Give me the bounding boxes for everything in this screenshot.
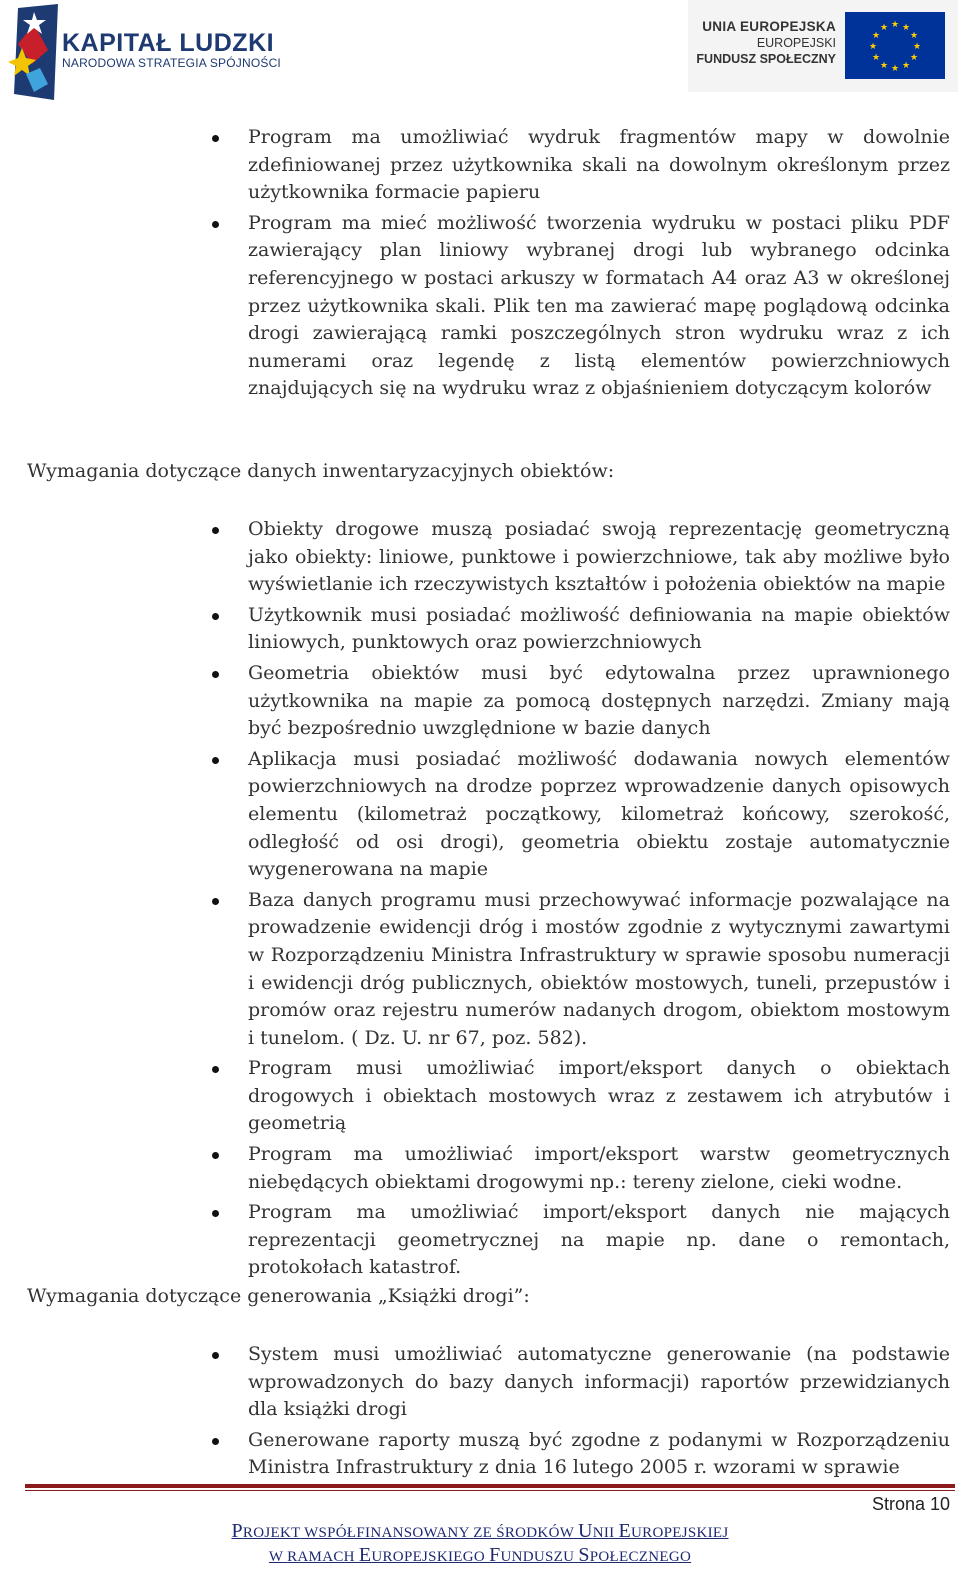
svg-text:★: ★ [909, 53, 919, 63]
eu-line2: EUROPEJSKI [756, 36, 836, 50]
svg-text:★: ★ [879, 23, 889, 33]
inventory-requirements-list [200, 516, 950, 1285]
footer-fund-line: W RAMACH EUROPEJSKIEGO FUNDUSZU SPOŁECZNEGO [268, 1544, 692, 1566]
list-item: System musi umożliwiać automatyczne generowanie (na podstawie wprowadzonych do bazy danych informacji) raportów przewidzianych dla książki drogi [200, 1341, 950, 1424]
svg-text:★: ★ [909, 31, 919, 41]
list-item: Baza danych programu musi przechowywać informacje pozwalające na prowadzenie ewidencji dróg i mostów zgodnie z wytycznymi zawartymi w Rozporządzeniu Ministra Infrastruktury w sprawie sposobu numeracji i ewidencji dróg publicznych, obiektów mostowych, tuneli, przepustów i promów oraz rejestru numerów nadanych drogom, obiektom mostowym i tunelom. ( Dz. U. nr 67, poz. 582). [200, 887, 950, 1053]
svg-text:★: ★ [879, 61, 889, 71]
list-item: Program ma umożliwiać import/eksport warstw geometrycznych niebędących obiektami drogowymi np.: tereny zielone, cieki wodne. [200, 1141, 950, 1196]
list-item: Program ma umożliwiać wydruk fragmentów mapy w dowolnie zdefiniowanej przez użytkownika skali na dowolnym określonym przez użytkownika formacie papieru [200, 124, 950, 207]
svg-text:★: ★ [901, 23, 911, 33]
list-item: Obiekty drogowe muszą posiadać swoją reprezentację geometryczną jako obiekty: liniowe, punktowe i powierzchniowe, tak aby możliwe było wyświetlanie ich rzeczywistych kształtów i położenia obiektów na mapie [200, 516, 950, 599]
kapital-ludzki-logo-icon [4, 4, 64, 100]
eu-wordmark [696, 19, 836, 67]
list-item: Użytkownik musi posiadać możliwość definiowania na mapie obiektów liniowych, punktowych oraz powierzchniowych [200, 602, 950, 657]
list-item: Generowane raporty muszą być zgodne z podanymi w Rozporządzeniu Ministra Infrastruktury z dnia 16 lutego 2005 r. wzorami w sprawie [200, 1427, 950, 1482]
section-heading-road-book: Wymagania dotyczące generowania „Książki drogi”: [27, 1285, 530, 1307]
list-item: Aplikacja musi posiadać możliwość dodawania nowych elementów powierzchniowych na drodze poprzez wprowadzenie danych opisowych elementu (kilometraż początkowy, kilometraż końcowy, szerokość, odległość od osi drogi), geometria obiektu zostaje automatycznie wygenerowana na mapie [200, 746, 950, 884]
list-item: Geometria obiektów musi być edytowalna przez uprawnionego użytkownika na mapie za pomocą dostępnych narzędzi. Zmiany mają być bezpośrednio uwzględnione w bazie danych [200, 660, 950, 743]
svg-text:★: ★ [890, 64, 900, 74]
footer-rule-thin [25, 1490, 955, 1491]
svg-text:★: ★ [871, 31, 881, 41]
map-print-requirements-list [200, 124, 950, 406]
svg-text:★: ★ [912, 42, 922, 52]
kapital-ludzki-wordmark [62, 30, 281, 70]
section-heading-inventory: Wymagania dotyczące danych inwentaryzacyjnych obiektów: [27, 460, 615, 482]
eu-line3: FUNDUSZ SPOŁECZNY [696, 52, 836, 66]
list-item: Program ma mieć możliwość tworzenia wydruku w postaci pliku PDF zawierający plan liniowy wybranej drogi lub wybranego odcinka referencyjnego w postaci arkuszy w formatach A4 oraz A3 w określonej przez użytkownika skali. Plik ten ma zawierać mapę poglądową odcinka drogi zawierającą ramki poszczególnych stron wydruku wraz z ich numerami oraz legendę z listą elementów powierzchniowych znajdujących się na wydruku wraz z objaśnieniem dotyczącym kolorów [200, 210, 950, 403]
eu-flag-icon [845, 12, 945, 79]
list-item: Program musi umożliwiać import/eksport danych o obiektach drogowych i obiektach mostowych wraz z zestawem ich atrybutów i geometrią [200, 1055, 950, 1138]
svg-text:★: ★ [868, 42, 878, 52]
svg-text:★: ★ [871, 53, 881, 63]
footer-project-line: PROJEKT WSPÓŁFINANSOWANY ZE ŚRODKÓW UNII EUROPEJSKIEJ [231, 1520, 729, 1542]
svg-text:★: ★ [890, 20, 900, 30]
page-header [0, 0, 960, 110]
road-book-requirements-list [200, 1341, 950, 1485]
list-item: Program ma umożliwiać import/eksport danych nie mających reprezentacji geometrycznej na mapie np. dane o remontach, protokołach katastrof. [200, 1199, 950, 1282]
footer-rule [25, 1484, 955, 1488]
page-number: Strona 10 [871, 1494, 950, 1514]
svg-text:★: ★ [901, 61, 911, 71]
kapital-ludzki-title: KAPITAŁ LUDZKI [62, 29, 275, 57]
kapital-ludzki-subtitle: NARODOWA STRATEGIA SPÓJNOŚCI [62, 56, 281, 70]
eu-line1: UNIA EUROPEJSKA [702, 19, 836, 34]
